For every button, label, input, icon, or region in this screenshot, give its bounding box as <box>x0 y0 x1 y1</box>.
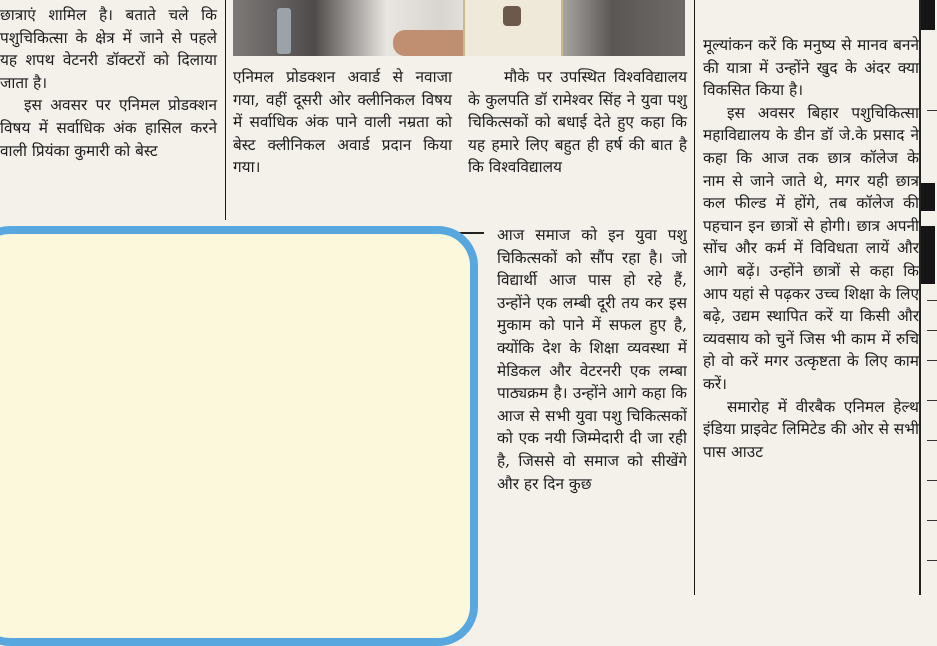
paragraph: इस अवसर बिहार पशुचिकित्सा महाविद्यालय के डीन डॉ जे.के प्रसाद ने कहा कि आज तक छात्र कॉलेज के नाम से जाने जाते थे, मगर यही छात्र कल फील्ड में होंगे, तब कॉलेज की पहचान इन छात्रों से होगी। छात्र अपनी सोंच और कर्म में विविधता लायें और आगे बढ़ें। उन्होंने छात्रों से कहा कि आप यहां से पढ़कर उच्च शिक्षा के लिए बढ़े, उद्यम स्थापित करें या किसी और व्यवसाय को चुनें जिस भी काम में रुचि हो वो करें मगर उत्कृष्टता के लिए काम करें। <box>703 103 919 393</box>
paragraph: मूल्यांकन करें कि मनुष्य से मानव बनने की यात्रा में उन्होंने खुद के अंदर क्या विकसित किया है। <box>703 36 919 100</box>
hand-graphic <box>393 30 473 56</box>
water-bottle-graphic <box>277 8 291 54</box>
article-column-3-bottom <box>497 224 687 595</box>
article-column-4 <box>703 34 919 463</box>
page-edge-strip <box>919 0 937 595</box>
article-column-2 <box>233 66 452 179</box>
article-column-1 <box>0 4 217 162</box>
certificate-graphic <box>463 0 563 56</box>
paragraph: इस अवसर पर एनिमल प्रोडक्शन विषय में सर्वाधिक अंक हासिल करने वाली प्रियंका कुमारी को बेस्ट <box>0 96 217 160</box>
news-photo <box>233 0 685 56</box>
paragraph: छात्राएं शामिल है। बताते चले कि पशुचिकित्सा के क्षेत्र में जाने से पहले यह शपथ वेटनरी डॉक्टरों को दिलाया जाता है। <box>0 6 217 92</box>
paragraph: एनिमल प्रोडक्शन अवार्ड से नवाजा गया, वहीं दूसरी ओर क्लीनिकल विषय में सर्वाधिक अंक पाने वाली नम्रता को बेस्ट क्लीनिकल अवार्ड प्रदान किया गया। <box>233 68 452 177</box>
column-rule <box>694 0 695 595</box>
article-column-3-top <box>468 66 687 179</box>
highlight-overlay-box <box>0 226 478 646</box>
paragraph: मौके पर उपस्थित विश्वविद्यालय के कुलपति डॉ रामेश्वर सिंह ने युवा पशु चिकित्सकों को बधाई देते हुए कहा कि यह हमारे लिए बहुत ही हर्ष की बात है कि विश्वविद्यालय <box>468 68 687 177</box>
column-rule <box>225 0 226 220</box>
paragraph: आज समाज को इन युवा पशु चिकित्सकों को सौंप रहा है। जो विद्यार्थी आज पास हो रहे हैं, उन्होंने एक लम्बी दूरी तय कर इस मुकाम को पाने में सफल हुए है, क्योंकि देश के शिक्षा व्यवस्था में मेडिकल और वेटरनरी एक लम्बा पाठ्यक्रम है। उन्होंने आगे कहा कि आज से सभी युवा पशु चिकित्सकों को एक नयी जिम्मेदारी दी जा रही है, जिससे वो समाज को सीखेंगे और हर दिन कुछ <box>497 226 687 493</box>
paragraph: समारोह में वीरबैक एनिमल हेल्थ इंडिया प्राइवेट लिमिटेड की ओर से सभी पास आउट <box>703 397 919 461</box>
